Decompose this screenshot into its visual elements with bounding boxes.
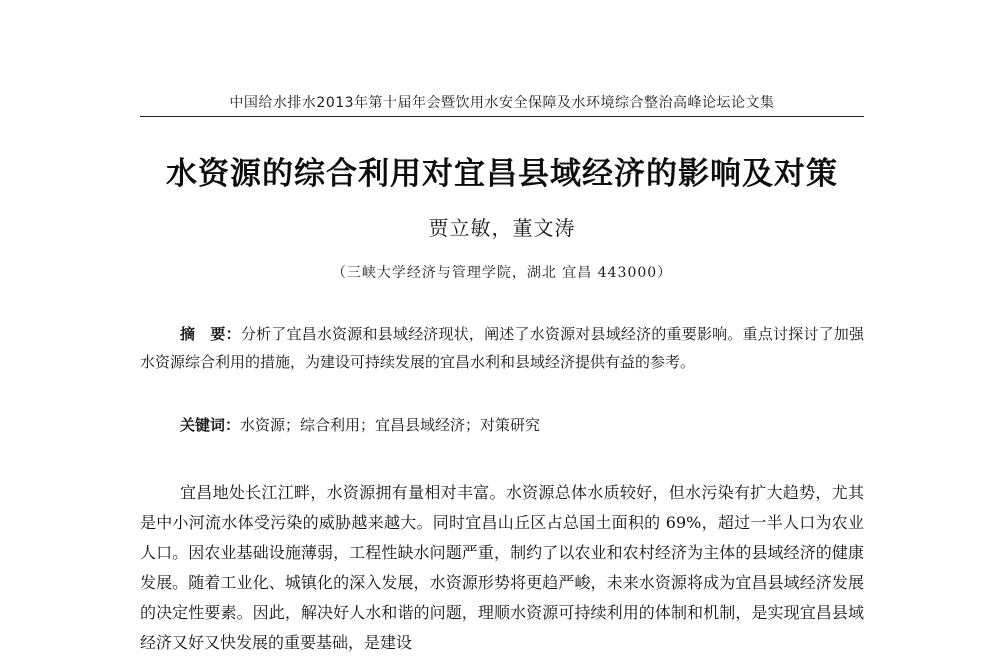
paper-title: 水资源的综合利用对宜昌县域经济的影响及对策 bbox=[166, 156, 838, 192]
abstract-label: 摘 要： bbox=[180, 325, 241, 343]
paper-authors: 贾立敏，董文涛 bbox=[428, 216, 576, 240]
header-divider bbox=[140, 116, 864, 117]
keywords-text: 水资源；综合利用；宜昌县域经济；对策研究 bbox=[240, 416, 541, 434]
body-paragraph: 宜昌地处长江江畔，水资源拥有量相对丰富。水资源总体水质较好，但水污染有扩大趋势，尤其是中小河流水体受污染的威胁越来越大。同时宜昌山丘区占总国土面积的 69%，超过一半人口为农业人口。因农业基础设施薄弱，工程性缺水问题严重，制约了以农业和农村经济为主体的县域经济的健康发展。随着工业化、城镇化的深入发展，水资源形势将更趋严峻，未来水资源将成为宜昌县域经济发展的决定性要素。因此，解决好人水和谐的问题，理顺水资源可持续利用的体制和机制，是实现宜昌县域经济又好又快发展的重要基础，是建设 bbox=[140, 483, 864, 652]
keywords bbox=[180, 412, 864, 438]
abstract bbox=[140, 320, 864, 376]
author-affiliation: （三峡大学经济与管理学院，湖北 宜昌 443000） bbox=[331, 265, 673, 281]
abstract-text: 分析了宜昌水资源和县域经济现状，阐述了水资源对县域经济的重要影响。重点讨探讨了加强水资源综合利用的措施，为建设可持续发展的宜昌水利和县域经济提供有益的参考。 bbox=[140, 325, 864, 371]
keywords-label: 关键词： bbox=[180, 416, 241, 434]
running-header: 中国给水排水2013年第十届年会暨饮用水安全保障及水环境综合整治高峰论坛论文集 bbox=[229, 95, 775, 111]
